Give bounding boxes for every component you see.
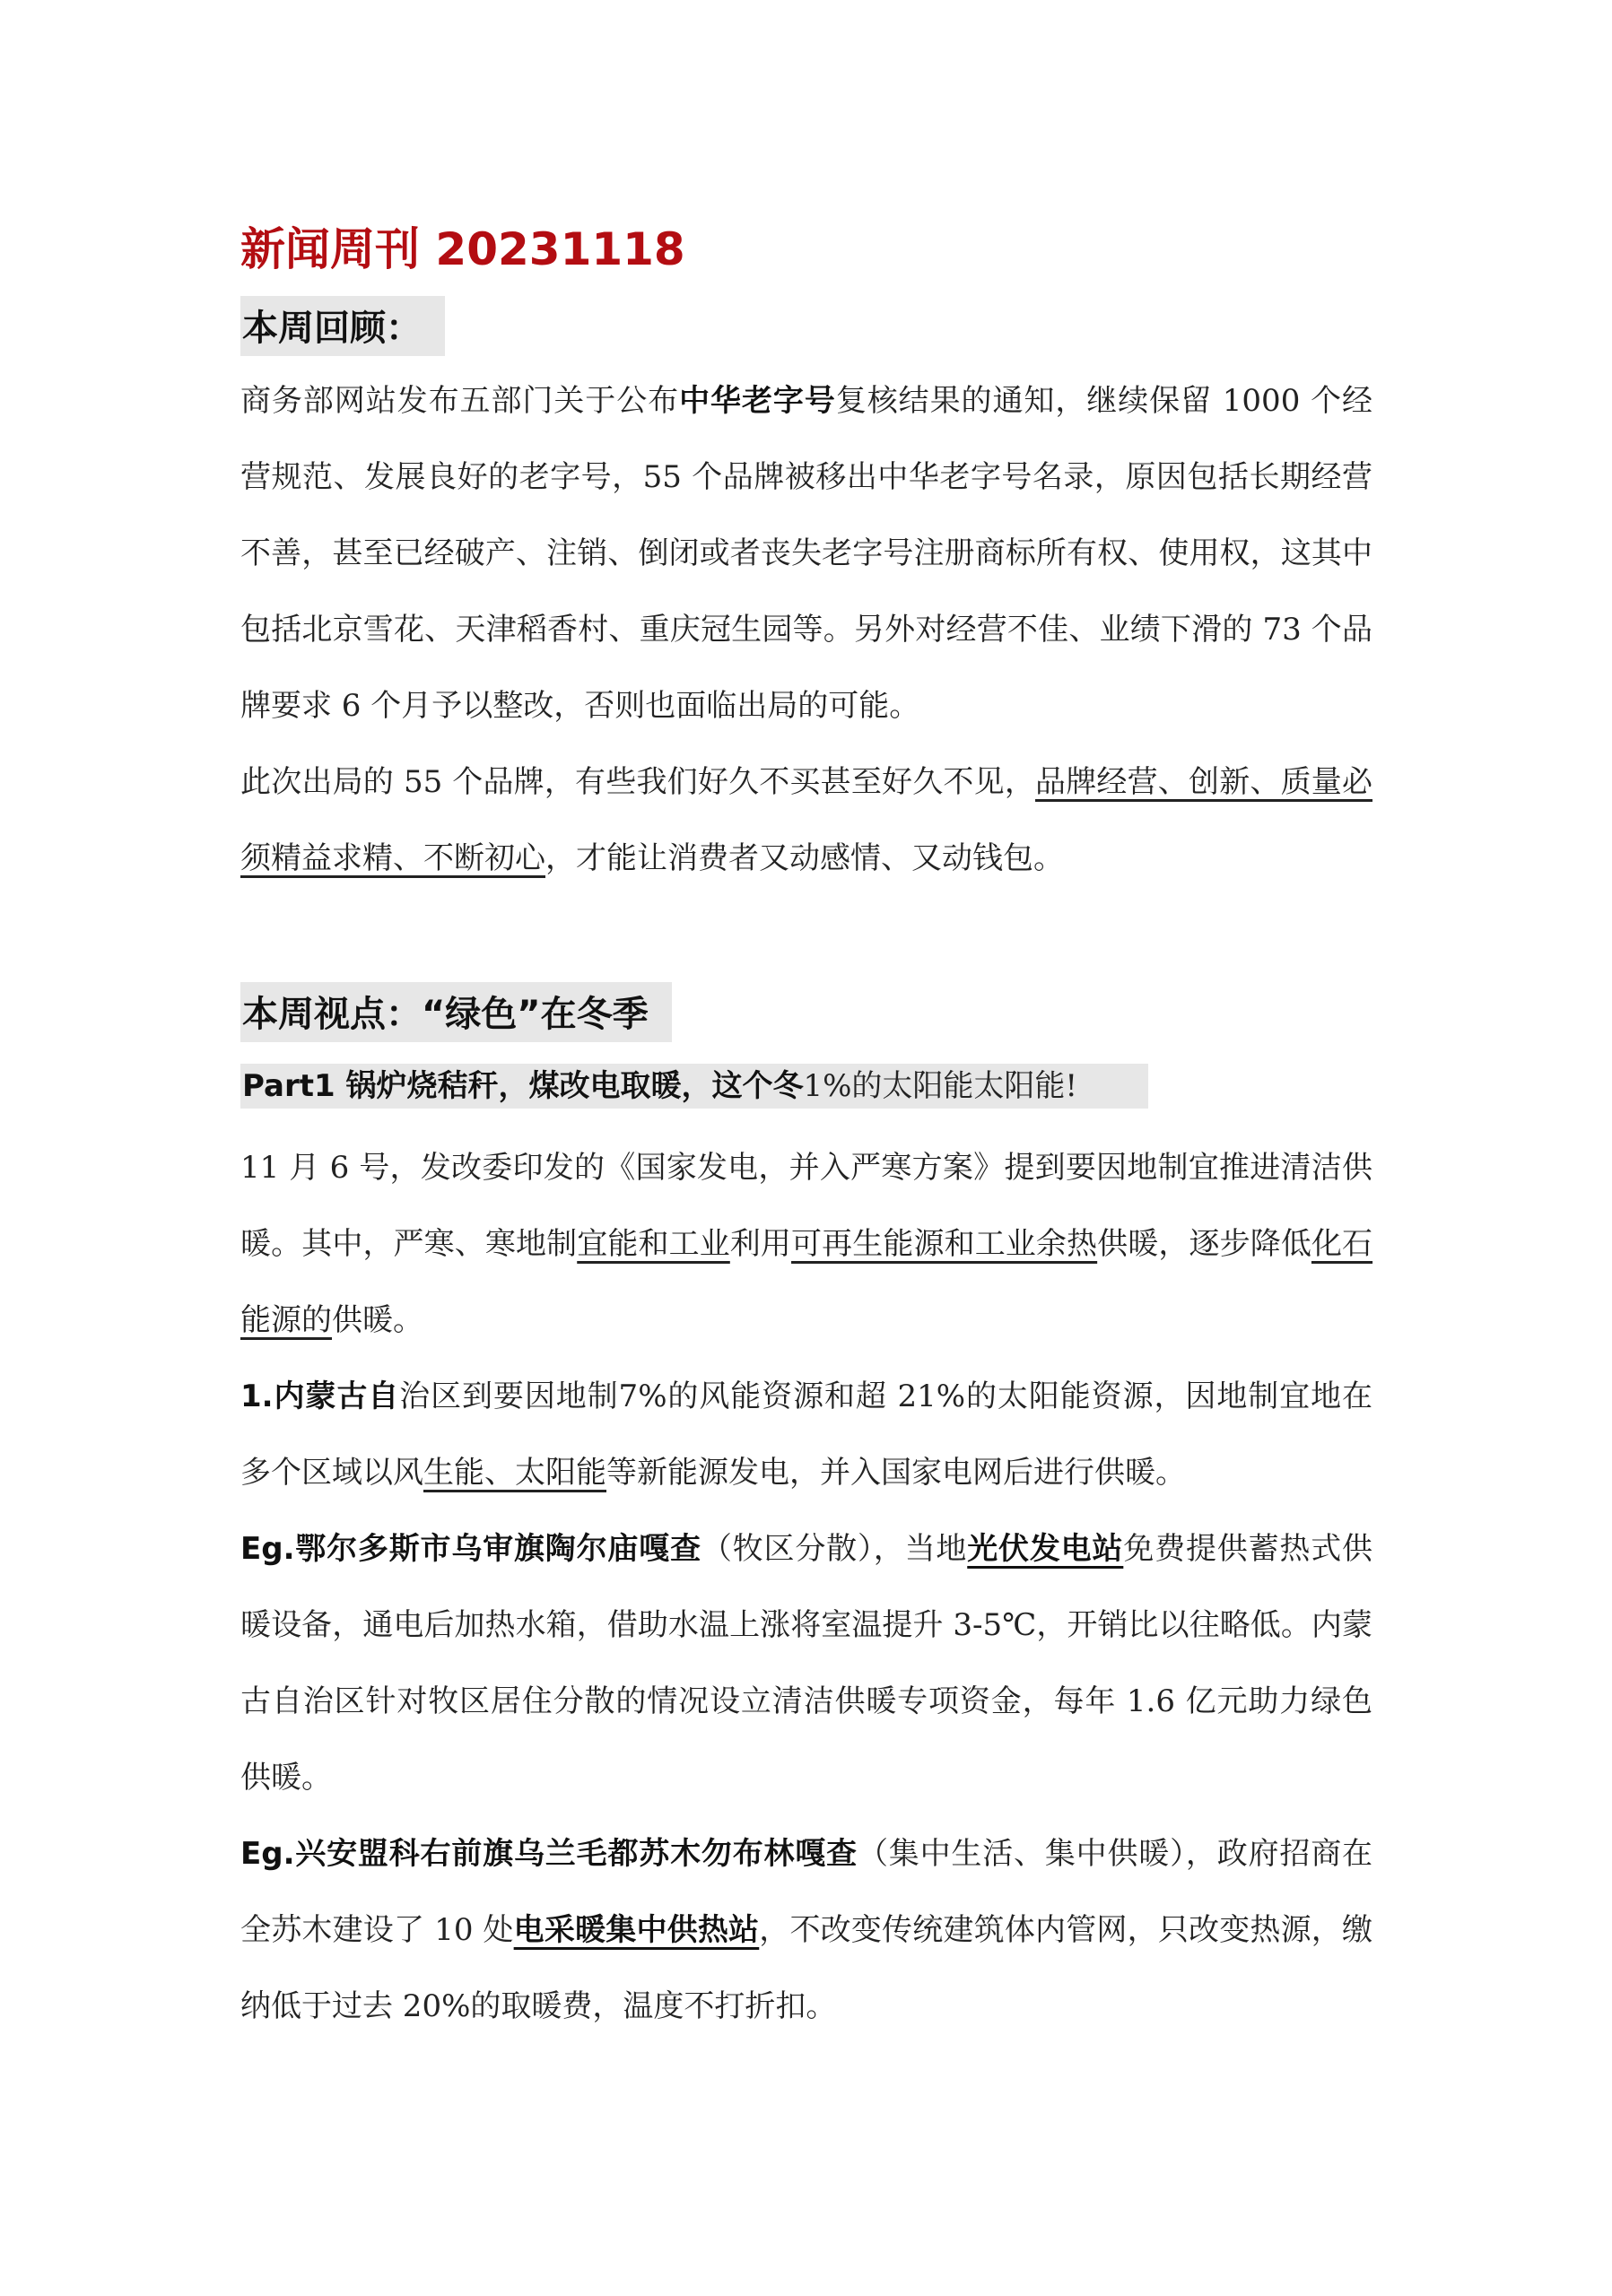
keyword-chinese-time-honored-brand: 中华老字号 (679, 383, 836, 419)
document-title: 新闻周刊 20231118 (240, 223, 685, 275)
review-paragraph-1: 商务部网站发布五部门关于公布中华老字号复核结果的通知，继续保留 1000 个经营规范、发展良好的老字号，55 个品牌被移出中华老字号名录，原因包括长期经营不善，甚至已经破产、注销、倒闭或者丧失老字号注册商标所有权、使用权，这其中包括北京雪花、天津稻香村、重庆冠生园等。另外对经营不佳、业绩下滑的 73 个品牌要求 6 个月予以整改，否则也面临出局的可能。 (240, 383, 1373, 724)
viewpoint-paragraph-ordos-example: Eg.鄂尔多斯市乌审旗陶尔庙嘎查（牧区分散），当地光伏发电站免费提供蓄热式供暖设备，通电后加热水箱，借助水温上涨将室温提升 3-5℃，开销比以往略低。内蒙古自治区针对牧区居住分散的情况设立清洁供暖专项资金，每年 1.6 亿元助力绿色供暖。 (240, 1531, 1373, 1796)
underlined-pv-station: 光伏发电站 (967, 1531, 1124, 1567)
viewpoint-heading: 本周视点：“绿色”在冬季 (240, 982, 672, 1042)
underlined-heating-station: 电采暖集中供热站 (513, 1912, 760, 1948)
review-heading: 本周回顾： (240, 296, 445, 356)
underlined-renewable-energy: 可再生能源和工业余热 (791, 1226, 1098, 1262)
viewpoint-paragraph-inner-mongolia: 1.内蒙古自治区到要因地制7%的风能资源和超 21%的太阳能资源，因地制宜地在多个区域以风生能、太阳能等新能源发电，并入国家电网后进行供暖。 (240, 1378, 1372, 1491)
viewpoint-paragraph-xinganmeng-example: Eg.兴安盟科右前旗乌兰毛都苏木勿布林嘎查（集中生活、集中供暖），政府招商在全苏木建设了 10 处电采暖集中供热站，不改变传统建筑体内管网，只改变热源，缴纳低于过去 20%的取暖费，温度不打折扣。 (240, 1836, 1373, 2024)
part1-subheading: Part1 锅炉烧秸秆，煤改电取暖，这个冬1%的太阳能太阳能! (240, 1064, 1148, 1109)
review-paragraph-2: 此次出局的 55 个品牌，有些我们好久不买甚至好久不见，品牌经营、创新、质量必须精益求精、不断初心，才能让消费者又动感情、又动钱包。 (240, 764, 1372, 876)
viewpoint-paragraph-1: 11 月 6 号，发改委印发的《国家发电，并入严寒方案》提到要因地制宜推进清洁供暖。其中，严寒、寒地制宜能和工业利用可再生能源和工业余热供暖，逐步降低化石能源的供暖。 (240, 1150, 1373, 1338)
underlined-brand-quality: 品牌经营、创新、质量必须精益求精、不断初心 (240, 764, 1372, 876)
